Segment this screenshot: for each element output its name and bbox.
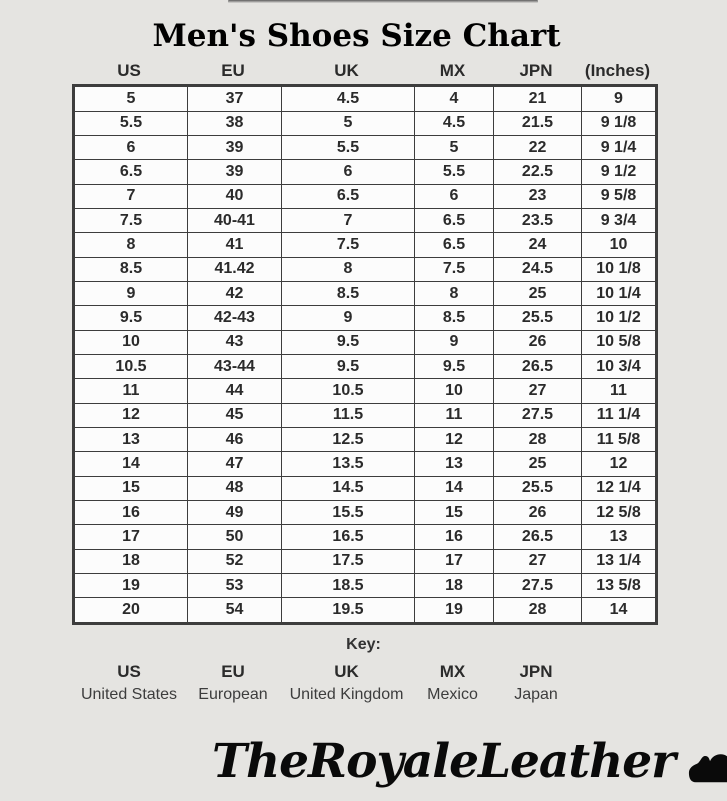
- table-cell: 7.5: [74, 208, 188, 232]
- table-cell: 10 5/8: [582, 330, 657, 354]
- table-cell: 6.5: [415, 233, 494, 257]
- table-cell: 10.5: [282, 379, 415, 403]
- shoe-icon: [685, 752, 727, 784]
- table-cell: 9: [415, 330, 494, 354]
- table-cell: 12: [415, 427, 494, 451]
- table-cell: 10: [582, 233, 657, 257]
- table-cell: 27.5: [494, 573, 582, 597]
- table-cell: 4: [415, 86, 494, 112]
- table-cell: 24: [494, 233, 582, 257]
- table-cell: 8.5: [415, 306, 494, 330]
- table-cell: 7: [282, 208, 415, 232]
- table-cell: 13.5: [282, 452, 415, 476]
- table-cell: 7.5: [415, 257, 494, 281]
- table-cell: 12 1/4: [582, 476, 657, 500]
- table-cell: 7.5: [282, 233, 415, 257]
- table-cell: 14: [582, 598, 657, 624]
- table-cell: 5.5: [282, 135, 415, 159]
- table-cell: 12 5/8: [582, 500, 657, 524]
- key-label: Key:: [346, 636, 381, 653]
- table-row: [74, 452, 657, 476]
- table-cell: 9: [74, 281, 188, 305]
- size-conversion-table: [72, 84, 658, 625]
- table-cell: 21: [494, 86, 582, 112]
- table-cell: 26: [494, 500, 582, 524]
- table-cell: 21.5: [494, 111, 582, 135]
- key-abbr-eu: EU: [221, 662, 245, 681]
- column-header-eu: EU: [221, 61, 245, 80]
- table-cell: 10 1/2: [582, 306, 657, 330]
- table-cell: 14: [415, 476, 494, 500]
- table-cell: 24.5: [494, 257, 582, 281]
- table-cell: 16: [74, 500, 188, 524]
- table-cell: 42-43: [188, 306, 282, 330]
- table-cell: 25: [494, 281, 582, 305]
- table-cell: 9.5: [282, 330, 415, 354]
- key-abbr-us: US: [117, 662, 141, 681]
- key-name-japan: Japan: [514, 686, 558, 703]
- key-name-united-kingdom: United Kingdom: [289, 686, 404, 703]
- table-cell: 8.5: [282, 281, 415, 305]
- table-cell: 41: [188, 233, 282, 257]
- brand-logo-text: TheRoyaleLeather: [212, 733, 675, 789]
- key-name-european: European: [198, 686, 268, 703]
- table-cell: 9.5: [282, 354, 415, 378]
- table-cell: 46: [188, 427, 282, 451]
- table-cell: 8: [415, 281, 494, 305]
- table-cell: 10 1/8: [582, 257, 657, 281]
- table-row: [74, 257, 657, 281]
- table-cell: 5: [282, 111, 415, 135]
- table-cell: 6: [74, 135, 188, 159]
- table-cell: 11: [415, 403, 494, 427]
- table-row: [74, 233, 657, 257]
- table-row: [74, 427, 657, 451]
- table-cell: 11 5/8: [582, 427, 657, 451]
- table-cell: 22.5: [494, 160, 582, 184]
- table-cell: 28: [494, 598, 582, 624]
- table-cell: 37: [188, 86, 282, 112]
- table-cell: 47: [188, 452, 282, 476]
- table-cell: 11: [582, 379, 657, 403]
- table-cell: 15: [415, 500, 494, 524]
- table-cell: 23.5: [494, 208, 582, 232]
- table-cell: 10 3/4: [582, 354, 657, 378]
- table-cell: 9 3/4: [582, 208, 657, 232]
- brand-footer: [212, 728, 727, 794]
- table-cell: 15: [74, 476, 188, 500]
- table-cell: 44: [188, 379, 282, 403]
- table-cell: 13 1/4: [582, 549, 657, 573]
- size-table-body: [74, 86, 657, 624]
- table-cell: 6: [282, 160, 415, 184]
- table-row: [74, 135, 657, 159]
- column-header-mx: MX: [439, 61, 466, 80]
- table-cell: 14.5: [282, 476, 415, 500]
- table-cell: 17: [415, 549, 494, 573]
- column-header-uk: UK: [334, 61, 359, 80]
- column-header-us: US: [117, 61, 141, 80]
- table-cell: 19: [415, 598, 494, 624]
- key-abbr-jpn: JPN: [519, 662, 553, 681]
- table-cell: 54: [188, 598, 282, 624]
- table-row: [74, 330, 657, 354]
- table-cell: 53: [188, 573, 282, 597]
- table-cell: 6.5: [282, 184, 415, 208]
- table-row: [74, 306, 657, 330]
- table-cell: 13: [415, 452, 494, 476]
- table-cell: 26.5: [494, 525, 582, 549]
- table-cell: 50: [188, 525, 282, 549]
- table-row: [74, 573, 657, 597]
- key-abbreviations-row: [72, 662, 580, 682]
- table-row: [74, 111, 657, 135]
- table-cell: 18: [415, 573, 494, 597]
- table-cell: 9 1/2: [582, 160, 657, 184]
- table-cell: 40: [188, 184, 282, 208]
- table-cell: 12: [74, 403, 188, 427]
- page-title: Men's Shoes Size Chart: [152, 18, 561, 54]
- table-cell: 25.5: [494, 306, 582, 330]
- table-row: [74, 403, 657, 427]
- table-cell: 15.5: [282, 500, 415, 524]
- table-cell: 39: [188, 160, 282, 184]
- table-cell: 39: [188, 135, 282, 159]
- table-cell: 6: [415, 184, 494, 208]
- table-cell: 9 1/8: [582, 111, 657, 135]
- key-name-united-states: United States: [80, 686, 178, 703]
- table-cell: 5: [415, 135, 494, 159]
- table-cell: 18: [74, 549, 188, 573]
- table-cell: 4.5: [415, 111, 494, 135]
- table-row: [74, 500, 657, 524]
- table-cell: 18.5: [282, 573, 415, 597]
- table-cell: 27: [494, 379, 582, 403]
- table-row: [74, 476, 657, 500]
- table-cell: 12.5: [282, 427, 415, 451]
- table-cell: 13: [582, 525, 657, 549]
- table-cell: 38: [188, 111, 282, 135]
- table-cell: 10: [74, 330, 188, 354]
- table-cell: 9: [282, 306, 415, 330]
- table-cell: 9: [582, 86, 657, 112]
- table-cell: 19: [74, 573, 188, 597]
- table-row: [74, 354, 657, 378]
- table-cell: 10 1/4: [582, 281, 657, 305]
- table-cell: 27: [494, 549, 582, 573]
- table-cell: 11: [74, 379, 188, 403]
- table-cell: 17.5: [282, 549, 415, 573]
- table-cell: 40-41: [188, 208, 282, 232]
- table-cell: 45: [188, 403, 282, 427]
- table-cell: 6.5: [415, 208, 494, 232]
- table-cell: 13 5/8: [582, 573, 657, 597]
- table-cell: 22: [494, 135, 582, 159]
- table-cell: 16: [415, 525, 494, 549]
- table-cell: 25.5: [494, 476, 582, 500]
- key-abbr-mx: MX: [439, 662, 466, 681]
- table-column-headers: [72, 56, 655, 81]
- table-cell: 14: [74, 452, 188, 476]
- key-abbr-uk: UK: [334, 662, 359, 681]
- table-cell: 8: [74, 233, 188, 257]
- table-cell: 43-44: [188, 354, 282, 378]
- table-cell: 7: [74, 184, 188, 208]
- table-cell: 8: [282, 257, 415, 281]
- table-row: [74, 160, 657, 184]
- table-cell: 5: [74, 86, 188, 112]
- table-cell: 11.5: [282, 403, 415, 427]
- table-cell: 8.5: [74, 257, 188, 281]
- table-row: [74, 525, 657, 549]
- table-row: [74, 549, 657, 573]
- table-cell: 27.5: [494, 403, 582, 427]
- table-cell: 13: [74, 427, 188, 451]
- table-row: [74, 208, 657, 232]
- table-cell: 42: [188, 281, 282, 305]
- table-cell: 5.5: [74, 111, 188, 135]
- top-crop-artifact: [228, 0, 538, 3]
- table-cell: 23: [494, 184, 582, 208]
- table-cell: 25: [494, 452, 582, 476]
- table-cell: 28: [494, 427, 582, 451]
- table-cell: 6.5: [74, 160, 188, 184]
- table-cell: 11 1/4: [582, 403, 657, 427]
- key-name-mexico: Mexico: [427, 686, 478, 703]
- table-cell: 17: [74, 525, 188, 549]
- table-cell: 5.5: [415, 160, 494, 184]
- table-cell: 20: [74, 598, 188, 624]
- table-cell: 43: [188, 330, 282, 354]
- table-cell: 9.5: [415, 354, 494, 378]
- table-row: [74, 598, 657, 624]
- table-cell: 9 5/8: [582, 184, 657, 208]
- key-names-row: [72, 686, 580, 704]
- table-row: [74, 184, 657, 208]
- table-row: [74, 86, 657, 112]
- table-cell: 26.5: [494, 354, 582, 378]
- table-cell: 9.5: [74, 306, 188, 330]
- table-cell: 12: [582, 452, 657, 476]
- table-cell: 10.5: [74, 354, 188, 378]
- column-header-inches: (Inches): [584, 61, 651, 80]
- table-cell: 9 1/4: [582, 135, 657, 159]
- table-row: [74, 281, 657, 305]
- table-cell: 10: [415, 379, 494, 403]
- table-cell: 26: [494, 330, 582, 354]
- column-header-jpn: JPN: [519, 61, 553, 80]
- table-cell: 49: [188, 500, 282, 524]
- table-row: [74, 379, 657, 403]
- table-cell: 16.5: [282, 525, 415, 549]
- table-cell: 41.42: [188, 257, 282, 281]
- table-cell: 52: [188, 549, 282, 573]
- table-cell: 48: [188, 476, 282, 500]
- table-cell: 4.5: [282, 86, 415, 112]
- table-cell: 19.5: [282, 598, 415, 624]
